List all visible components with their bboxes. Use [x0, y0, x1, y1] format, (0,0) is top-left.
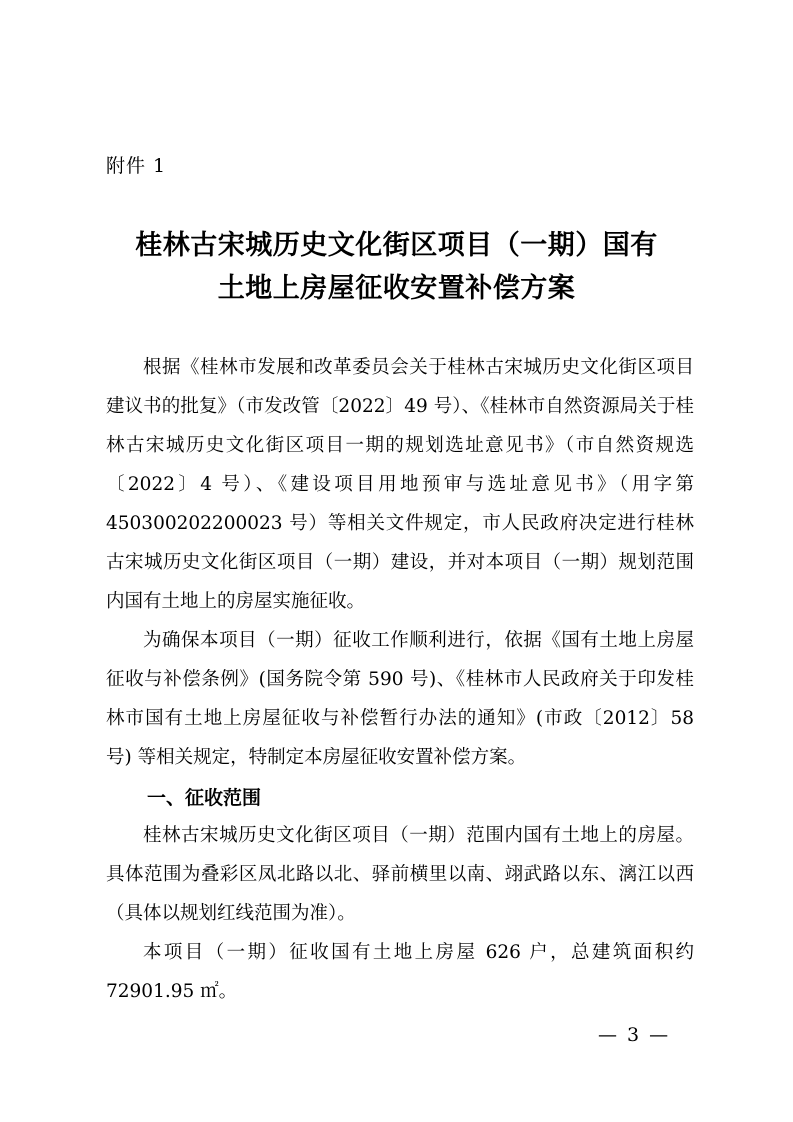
intro-paragraph-1: 根据《桂林市发展和改革委员会关于桂林古宋城历史文化街区项目建议书的批复》（市发改管〔2022〕49 号）、《桂林市自然资源局关于桂林古宋城历史文化街区项目一期的规划选址意见书》（市自然资规选〔2022〕4 号）、《建设项目用地预审与选址意见书》（用字第 450300202200023 号）等相关文件规定，市人民政府决定进行桂林古宋城历史文化街区项目（一期）建设，并对本项目（一期）规划范围内国有土地上的房屋实施征收。: [106, 357, 694, 612]
section-heading-scope: 一、征收范围: [147, 787, 262, 809]
document-title-line-2: 土地上房屋征收安置补偿方案: [217, 273, 576, 304]
document-title-line-1: 桂林古宋城历史文化街区项目（一期）国有: [135, 230, 658, 261]
page-number: — 3 —: [598, 1024, 671, 1046]
attachment-label: 附件 1: [106, 155, 167, 177]
intro-paragraph-2: 为确保本项目（一期）征收工作顺利进行，依据《国有土地上房屋征收与补偿条例》(国务院令第 590 号)、《桂林市人民政府关于印发桂林市国有土地上房屋征收与补偿暂行办法的通知》(市政〔2012〕58 号) 等相关规定，特制定本房屋征收安置补偿方案。: [106, 630, 694, 768]
scope-paragraph-2: 本项目（一期）征收国有土地上房屋 626 户，总建筑面积约 72901.95 ㎡。: [106, 942, 694, 1002]
scope-paragraph-1: 桂林古宋城历史文化街区项目（一期）范围内国有土地上的房屋。具体范围为叠彩区凤北路以北、驿前横里以南、翊武路以东、漓江以西（具体以规划红线范围为准）。: [106, 825, 694, 924]
